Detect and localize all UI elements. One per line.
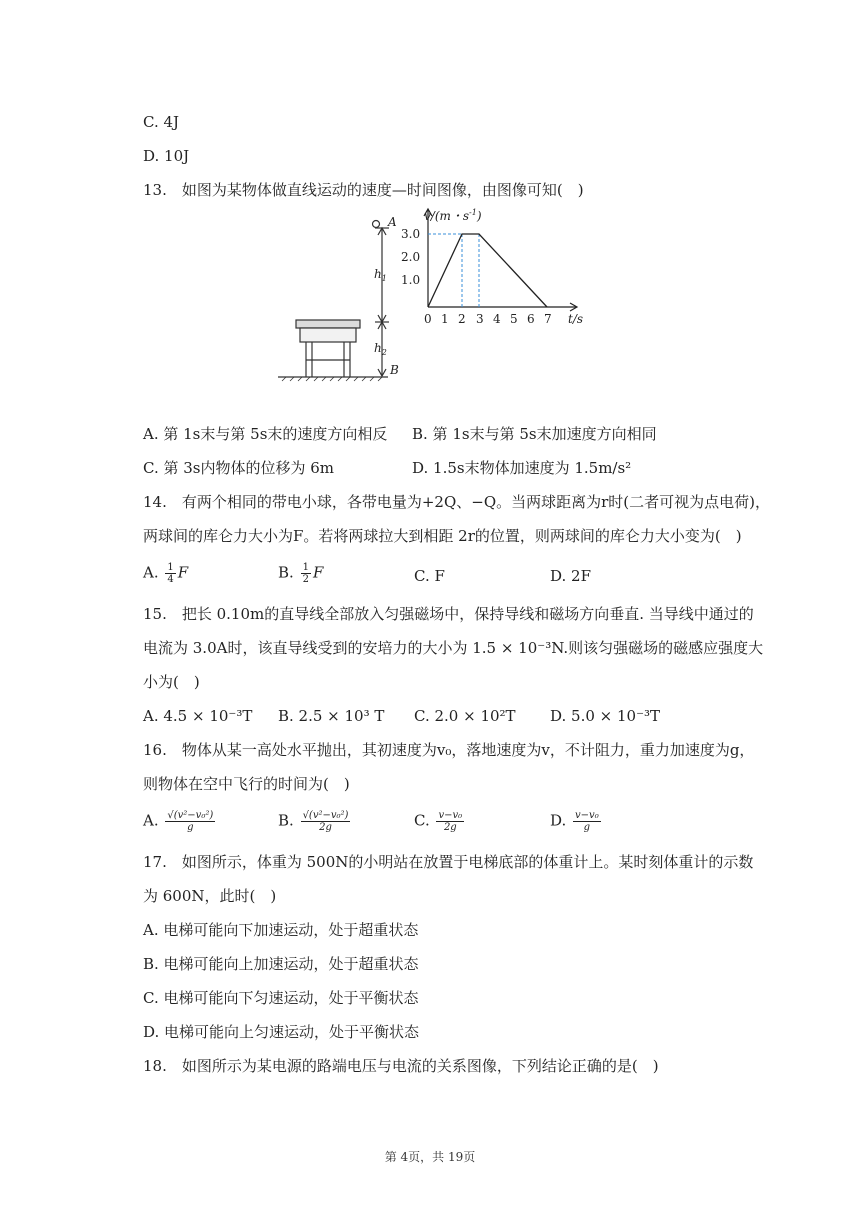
q16-option-b: B. $\frac{\text{√(v²−v₀²)}}{2g}$: [278, 810, 349, 833]
x-tick: 2: [458, 312, 466, 326]
q14-option-b: B. $\frac{1}{2}$ F: [278, 562, 324, 585]
y-tick: 1.0: [401, 273, 421, 287]
q16-option-d: D. $\frac{\text{v−v₀}}{g}$: [550, 810, 599, 833]
q14-stem-line2: 两球间的库仑力大小为F。若将两球拉大到相距 2r的位置，则两球间的库仑力大小变为( ): [143, 527, 742, 545]
table-top: [296, 320, 360, 328]
q13-option-c: C. 第 3s内物体的位移为 6m: [143, 459, 335, 477]
q17-option-d: D. 电梯可能向上匀速运动，处于平衡状态: [143, 1023, 420, 1041]
q15-option-b: B. 2.5 × 10³ T: [278, 707, 385, 725]
ball-a: [373, 221, 380, 228]
table-scene: [278, 221, 389, 382]
q15-option-c: C. 2.0 × 10²T: [414, 707, 516, 725]
label-a: A: [388, 215, 397, 229]
q17-option-b: B. 电梯可能向上加速运动，处于超重状态: [143, 955, 419, 973]
q13-option-b: B. 第 1s末与第 5s末加速度方向相同: [412, 425, 657, 443]
q17-stem-line1: 17. 如图所示，体重为 500N的小明站在放置于电梯底部的体重计上。某时刻体重计的示数: [143, 853, 754, 871]
x-tick: 0: [424, 312, 432, 326]
x-tick: 3: [476, 312, 484, 326]
label-b: B: [390, 363, 399, 377]
q15-option-d: D. 5.0 × 10⁻³T: [550, 707, 661, 725]
q15-stem-line2: 电流为 3.0A时，该直导线受到的安培力的大小为 1.5 × 10⁻³N.则该匀强磁场的磁感应强度大: [143, 639, 764, 657]
page-footer: 第 4页，共 19页: [384, 1150, 476, 1164]
q15-stem-line1: 15. 把长 0.10m的直导线全部放入匀强磁场中，保持导线和磁场方向垂直. 当导线中通过的: [143, 605, 754, 623]
y-tick: 2.0: [401, 250, 421, 264]
q13-figure: [278, 204, 598, 388]
x-tick: 5: [510, 312, 518, 326]
q13-stem: 13. 如图为某物体做直线运动的速度—时间图像，由图像可知( ): [143, 181, 584, 199]
q17-stem-line2: 为 600N，此时( ): [143, 887, 277, 905]
ground-hatch: [282, 377, 382, 381]
t-axis-label: t/s: [568, 312, 584, 326]
q13-option-d: D. 1.5s末物体加速度为 1.5m/s²: [412, 459, 632, 477]
q12-option-d: D. 10J: [143, 147, 190, 165]
q15-option-a: A. 4.5 × 10⁻³T: [143, 707, 253, 725]
x-tick: 7: [544, 312, 552, 326]
q14-option-c: C. F: [414, 567, 445, 585]
vt-graph: [401, 208, 583, 326]
y-tick: 3.0: [401, 227, 421, 241]
q17-option-c: C. 电梯可能向下匀速运动，处于平衡状态: [143, 989, 419, 1007]
q16-option-c: C. $\frac{\text{v−v₀}}{2g}$: [414, 810, 463, 833]
q14-option-d: D. 2F: [550, 567, 591, 585]
table-drawer: [300, 328, 356, 342]
label-h2: $h_2$: [374, 341, 387, 357]
v-axis-label: v/(m・$s^{-1}$): [424, 208, 482, 223]
q16-option-a: A. $\frac{\text{√(v²−v₀²)}}{g}$: [143, 810, 214, 833]
q13-figure-svg: [278, 204, 598, 384]
q16-stem-line2: 则物体在空中飞行的时间为( ): [143, 775, 350, 793]
q14-option-a: A. $\frac{1}{4}$ F: [143, 562, 189, 585]
vt-line: [428, 234, 547, 307]
q15-stem-line3: 小为( ): [143, 673, 200, 691]
q13-option-a: A. 第 1s末与第 5s末的速度方向相反: [143, 425, 388, 443]
q18-stem: 18. 如图所示为某电源的路端电压与电流的关系图像，下列结论正确的是( ): [143, 1057, 659, 1075]
x-tick: 4: [493, 312, 501, 326]
x-tick: 6: [527, 312, 535, 326]
q14-stem-line1: 14. 有两个相同的带电小球，各带电量为+2Q、−Q。当两球距离为r时(二者可视为点电荷)，: [143, 493, 771, 511]
x-tick: 1: [441, 312, 449, 326]
q17-option-a: A. 电梯可能向下加速运动，处于超重状态: [143, 921, 419, 939]
q12-option-c: C. 4J: [143, 113, 180, 131]
label-h1: $h_1$: [374, 267, 387, 283]
q16-stem-line1: 16. 物体从某一高处水平抛出，其初速度为v₀，落地速度为v，不计阻力，重力加速度为g，: [143, 741, 755, 759]
